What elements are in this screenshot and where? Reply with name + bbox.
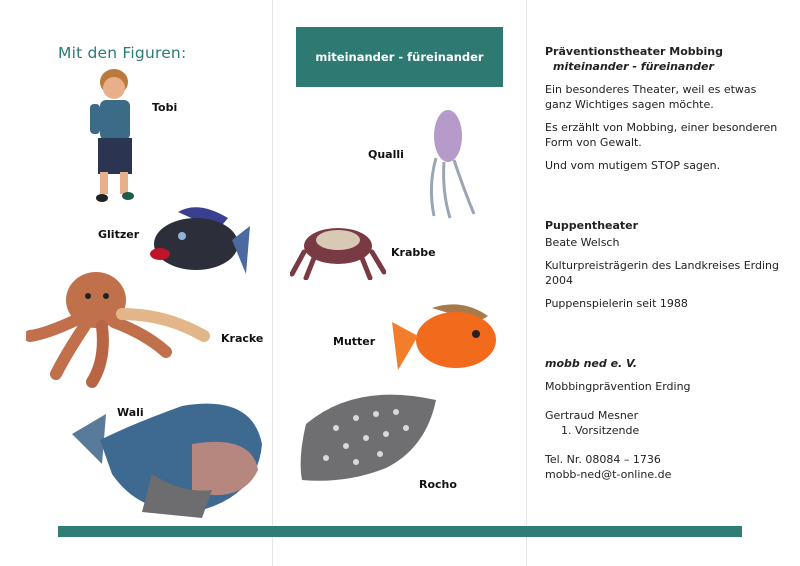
figures-heading: Mit den Figuren:	[58, 44, 187, 62]
contact-email[interactable]: mobb-ned@t-online.de	[545, 468, 672, 481]
label-wali: Wali	[117, 406, 144, 419]
info-subtitle: miteinander - füreinander	[553, 60, 714, 73]
krabbe-puppet-image	[290, 218, 386, 280]
mutter-puppet-image	[392, 300, 502, 376]
label-krabbe: Krabbe	[391, 246, 436, 259]
info-column	[545, 44, 785, 482]
kracke-puppet-image	[26, 264, 212, 388]
puppet-theater-title: Puppentheater	[545, 219, 639, 232]
info-paragraph-3: Und vom mutigem STOP sagen.	[545, 159, 721, 172]
bottom-accent-bar	[58, 526, 742, 537]
chair-name: Gertraud Mesner	[545, 409, 639, 422]
puppeteer-since: Puppenspielerin seit 1988	[545, 297, 688, 310]
label-rocho: Rocho	[419, 478, 457, 491]
org-name: mobb ned e. V.	[545, 357, 638, 370]
label-kracke: Kracke	[221, 332, 264, 345]
fold-line-2	[526, 0, 527, 566]
puppeteer-award: Kulturpreisträgerin des Landkreises Erding 2004	[545, 259, 779, 287]
label-mutter: Mutter	[333, 335, 376, 348]
tobi-puppet-image	[80, 66, 150, 208]
contact-phone: Tel. Nr. 08084 – 1736	[545, 453, 661, 466]
info-title: Präventionstheater Mobbing	[545, 45, 724, 58]
puppeteer-name: Beate Welsch	[545, 236, 620, 249]
label-tobi: Tobi	[152, 101, 178, 114]
banner-title: miteinander - füreinander	[296, 27, 503, 87]
label-qualli: Qualli	[368, 148, 404, 161]
label-glitzer: Glitzer	[98, 228, 140, 241]
rocho-puppet-image	[296, 388, 442, 484]
wali-puppet-image	[72, 394, 268, 522]
chair-role: 1. Vorsitzende	[561, 424, 640, 437]
org-description: Mobbingprävention Erding	[545, 380, 691, 393]
info-paragraph-1: Ein besonderes Theater, weil es etwas ganz Wichtiges sagen möchte.	[545, 83, 757, 111]
info-paragraph-2: Es erzählt von Mobbing, einer besonderen Form von Gewalt.	[545, 121, 778, 149]
qualli-puppet-image	[420, 106, 480, 222]
fold-line-1	[272, 0, 273, 566]
